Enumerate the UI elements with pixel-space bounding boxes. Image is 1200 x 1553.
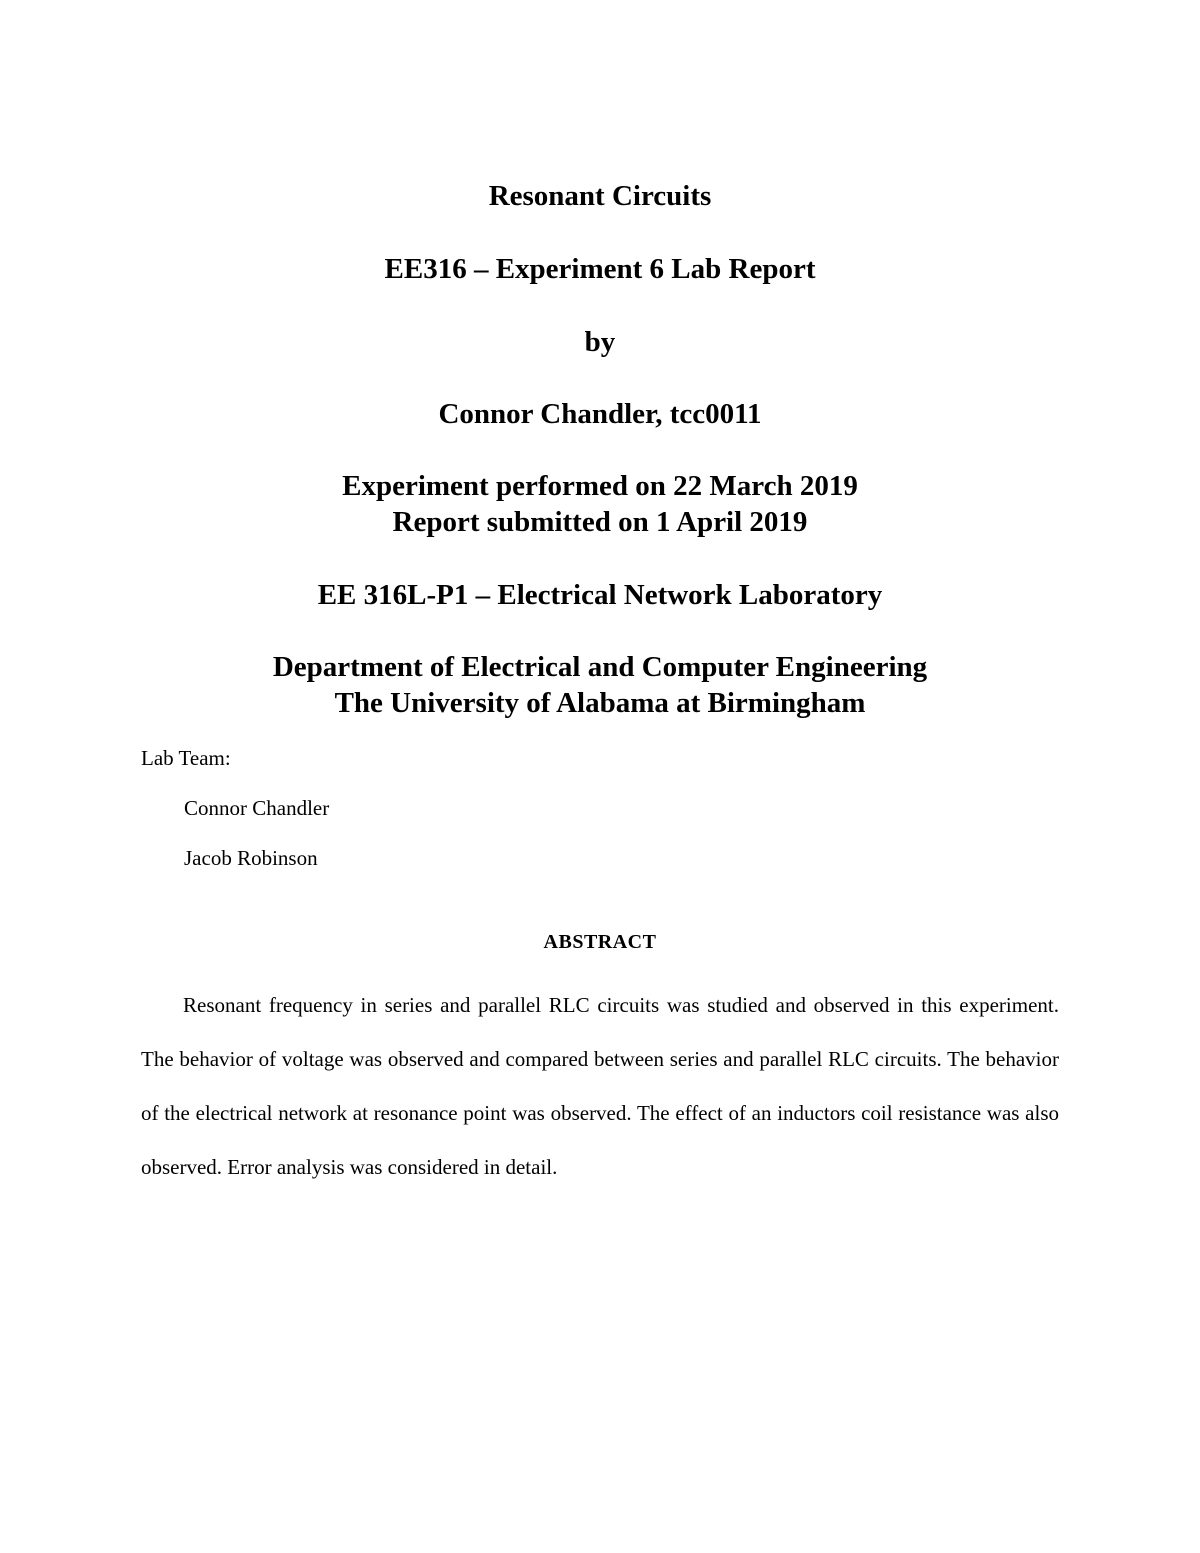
abstract-heading: ABSTRACT (543, 931, 657, 953)
team-member: Jacob Robinson (184, 846, 318, 870)
by-text: by (584, 326, 616, 358)
institution-block (0, 649, 1200, 721)
department-text: Department of Electrical and Computer Engineering (272, 651, 928, 683)
university-text: The University of Alabama at Birmingham (334, 687, 866, 719)
submitted-date-text: Report submitted on 1 April 2019 (392, 506, 808, 538)
abstract-paragraph: Resonant frequency in series and parallel RLC circuits was studied and observed in this experiment. The behavior of voltage was observed and compared between series and parallel RLC circuits. The behavior of the electrical network at resonance point was observed. The effect of an inductors coil resistance was also observed. Error analysis was considered in detail. (141, 993, 1059, 1179)
author-line (0, 396, 1200, 432)
report-title (0, 178, 1200, 214)
dates-block (0, 468, 1200, 540)
title-text: Resonant Circuits (488, 180, 712, 212)
course-text: EE 316L-P1 – Electrical Network Laboratory (317, 579, 883, 611)
performed-date-text: Experiment performed on 22 March 2019 (342, 470, 858, 502)
experiment-title-text: EE316 – Experiment 6 Lab Report (384, 253, 816, 285)
author-text: Connor Chandler, tcc0011 (438, 398, 762, 430)
lab-team-label: Lab Team: (141, 746, 231, 770)
course-experiment-line (0, 251, 1200, 287)
team-member: Connor Chandler (184, 796, 330, 820)
by-line (0, 324, 1200, 360)
course-line (0, 577, 1200, 613)
